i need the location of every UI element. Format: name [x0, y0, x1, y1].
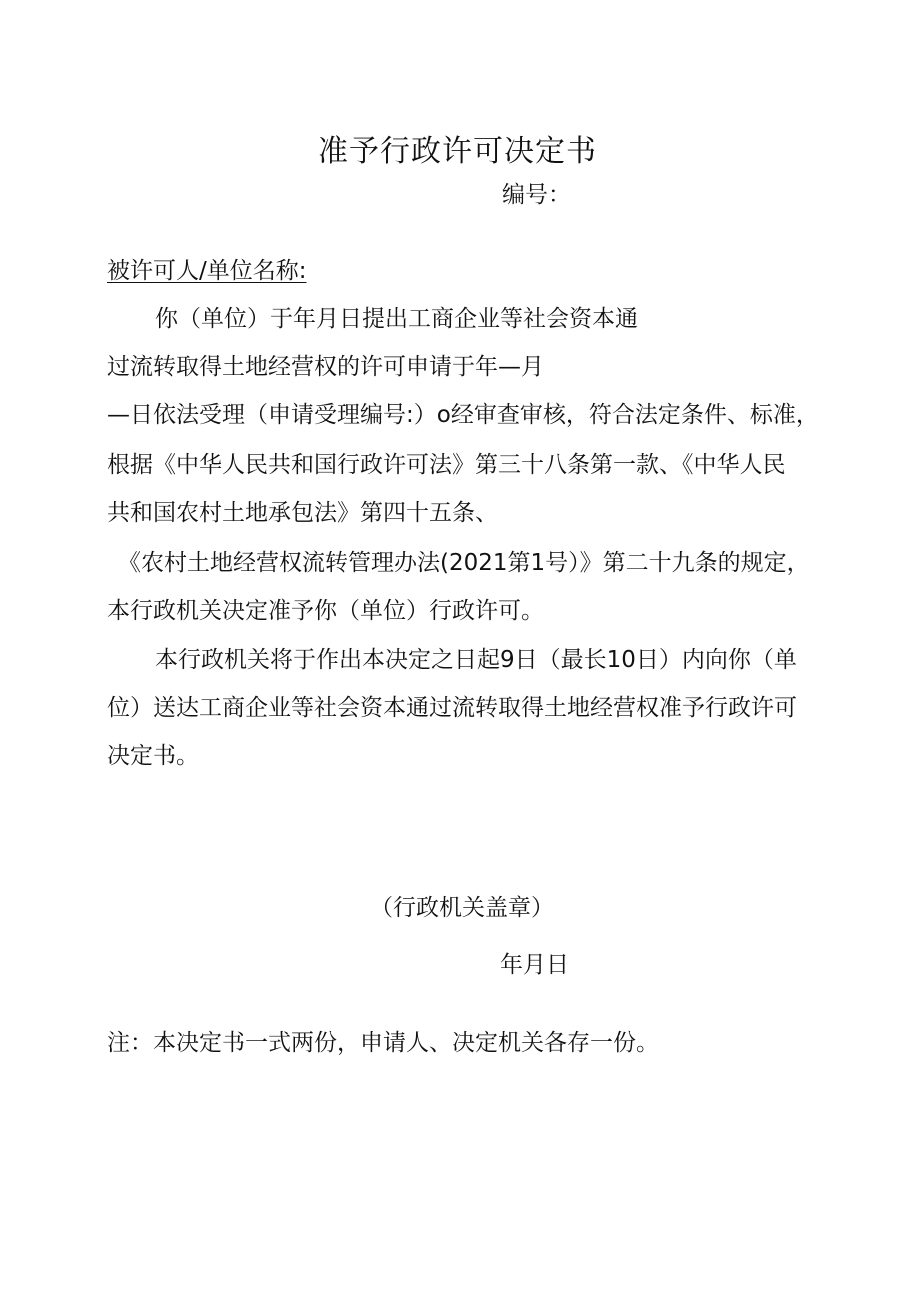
- body-line: 你（单位）于年月日提出工商企业等社会资本通: [155, 306, 638, 332]
- permittee-label: 被许可人/单位名称:: [107, 258, 307, 284]
- document-number-label: 编号：: [502, 182, 571, 208]
- body-line: 共和国农村土地承包法》第四十五条、: [107, 500, 498, 526]
- body-line: —日依法受理（申请受理编号:）o经审查审核，符合法定条件、标准，: [107, 402, 819, 428]
- body-line: 过流转取得土地经营权的许可申请于年—月: [107, 354, 544, 380]
- body-line: 根据《中华人民共和国行政许可法》第三十八条第一款、《中华人民: [107, 452, 786, 478]
- body-line: 《农村土地经营权流转管理办法(2021第1号）》第二十九条的规定，: [118, 550, 810, 576]
- document-title: 准予行政许可决定书: [318, 134, 597, 169]
- body-line: 位）送达工商企业等社会资本通过流转取得土地经营权准予行政许可: [107, 695, 797, 721]
- seal-label: （行政机关盖章）: [370, 895, 554, 921]
- body-line: 决定书。: [107, 743, 199, 769]
- body-line: 本行政机关决定准予你（单位）行政许可。: [107, 598, 544, 624]
- footnote: 注：本决定书一式两份，申请人、决定机关各存一份。: [107, 1030, 659, 1056]
- body-line: 本行政机关将于作出本决定之日起9日（最长10日）内向你（单: [155, 647, 797, 673]
- date-label: 年月日: [500, 952, 569, 978]
